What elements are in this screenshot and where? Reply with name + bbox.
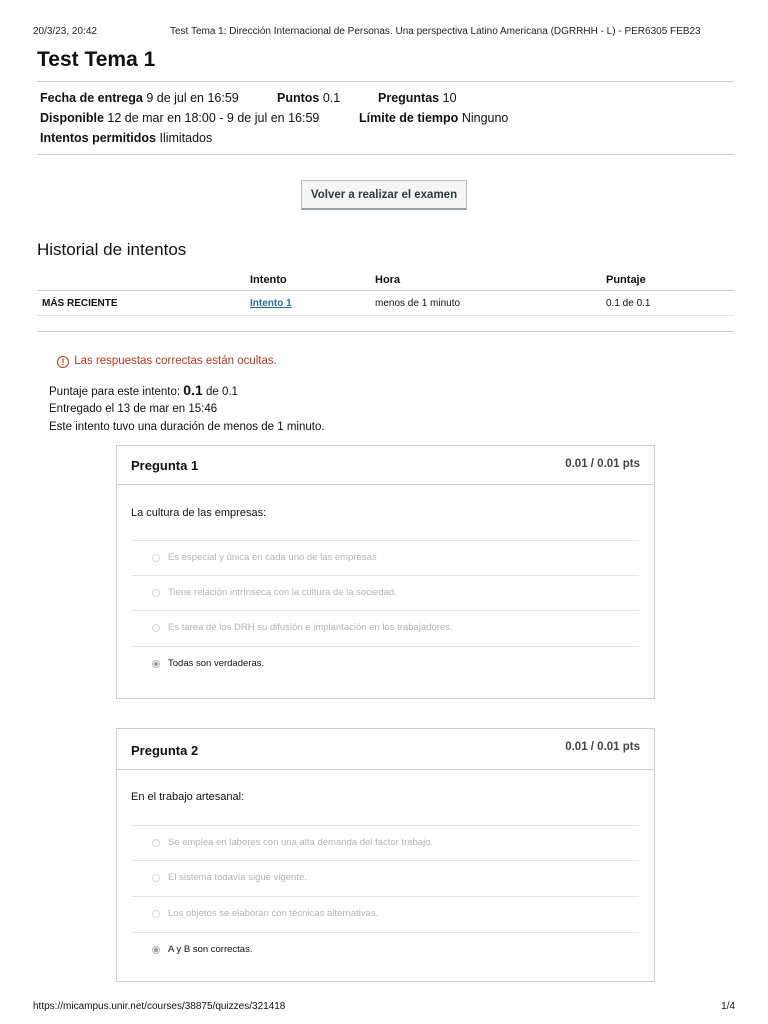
answer-text: Tiene relación intrínseca con la cultura de la sociedad. — [168, 587, 397, 598]
history-header-divider — [37, 290, 734, 291]
available-label: Disponible — [40, 111, 104, 125]
history-header-attempt: Intento — [250, 274, 287, 286]
questions-label: Preguntas — [378, 91, 440, 105]
radio-unchecked-icon[interactable] — [152, 910, 160, 918]
page-title: Test Tema 1 — [37, 48, 156, 71]
quiz-meta-row-1 — [40, 91, 239, 105]
question-points: 0.01 / 0.01 pts — [565, 458, 640, 470]
due-value: 9 de jul en 16:59 — [146, 91, 239, 105]
attempts-value: Ilimitados — [159, 131, 213, 145]
answer-option-selected[interactable] — [131, 646, 639, 682]
divider — [37, 154, 734, 155]
due-label: Fecha de entrega — [40, 91, 143, 105]
question-title: Pregunta 2 — [131, 743, 199, 758]
answer-text: Es especial y única en cada uno de las empresas — [168, 552, 377, 563]
radio-unchecked-icon[interactable] — [152, 624, 160, 632]
score-suffix: de 0.1 — [205, 386, 238, 398]
attempt-duration: Este intento tuvo una duración de menos de 1 minuto. — [49, 421, 325, 433]
print-datetime: 20/3/23, 20:42 — [33, 26, 97, 37]
question-header — [117, 446, 654, 485]
history-row-time: menos de 1 minuto — [375, 298, 461, 309]
radio-unchecked-icon[interactable] — [152, 554, 160, 562]
answer-text: Todas son verdaderas. — [168, 658, 265, 669]
answer-option[interactable] — [131, 860, 639, 896]
history-title: Historial de intentos — [37, 240, 187, 259]
question-header — [117, 729, 654, 770]
print-document-title: Test Tema 1: Dirección Internacional de Personas. Una perspectiva Latino Americana (DGRRHH - L) - PER6305 FEB23 — [170, 26, 701, 37]
history-row-divider — [37, 315, 734, 316]
answer-option[interactable] — [131, 825, 639, 861]
quiz-meta-available — [40, 111, 319, 125]
answer-text: A y B son correctas. — [168, 944, 253, 955]
time-limit-label: Límite de tiempo — [359, 111, 459, 125]
radio-unchecked-icon[interactable] — [152, 589, 160, 597]
answer-option[interactable] — [131, 610, 639, 646]
warning-icon: ! — [57, 356, 69, 368]
attempt-score — [49, 382, 238, 398]
answer-text: Es tarea de los DRH su difusión e implantación en los trabajadores. — [168, 622, 453, 633]
radio-unchecked-icon[interactable] — [152, 839, 160, 847]
quiz-meta-points — [277, 91, 340, 105]
answer-text: Se emplea en labores con una alta demanda del factor trabajo. — [168, 837, 434, 848]
time-limit-value: Ninguno — [461, 111, 509, 125]
answer-text: El sistema todavía sigue vigente. — [168, 872, 307, 883]
hidden-answers-notice — [57, 355, 277, 368]
attempt-submitted: Entregado el 13 de mar en 15:46 — [49, 403, 218, 415]
score-prefix: Puntaje para este intento: — [49, 386, 181, 398]
radio-unchecked-icon[interactable] — [152, 874, 160, 882]
points-label: Puntos — [277, 91, 320, 105]
available-value: 12 de mar en 18:00 - 9 de jul en 16:59 — [107, 111, 320, 125]
answer-text: Los objetos se elaboran con técnicas alternativas. — [168, 908, 379, 919]
score-value: 0.1 — [183, 382, 203, 398]
history-header-time: Hora — [375, 274, 401, 286]
question-card-2 — [116, 728, 655, 982]
question-card-1 — [116, 445, 655, 699]
hidden-answers-text: Las respuestas correctas están ocultas. — [74, 355, 277, 367]
quiz-meta-attempts — [40, 131, 212, 145]
attempt-link[interactable]: Intento 1 — [250, 298, 292, 309]
question-points: 0.01 / 0.01 pts — [565, 741, 640, 753]
answer-option-selected[interactable] — [131, 932, 639, 968]
points-value: 0.1 — [322, 91, 341, 105]
print-url: https://micampus.unir.net/courses/38875/quizzes/321418 — [33, 1001, 286, 1012]
history-row-score: 0.1 de 0.1 — [606, 298, 651, 309]
answer-option[interactable] — [131, 540, 639, 576]
answer-option[interactable] — [131, 575, 639, 611]
attempts-label: Intentos permitidos — [40, 131, 156, 145]
page-number: 1/4 — [721, 1001, 735, 1012]
radio-checked-icon[interactable] — [152, 660, 160, 668]
divider — [37, 331, 734, 332]
quiz-meta-time-limit — [359, 111, 508, 125]
history-header-score: Puntaje — [606, 274, 646, 286]
divider — [37, 81, 734, 82]
history-row-label: MÁS RECIENTE — [42, 298, 118, 309]
questions-value: 10 — [442, 91, 457, 105]
quiz-meta-questions — [378, 91, 457, 105]
history-row-attempt — [250, 298, 292, 309]
question-text: En el trabajo artesanal: — [131, 791, 245, 803]
retake-quiz-button[interactable]: Volver a realizar el examen — [301, 180, 467, 210]
radio-checked-icon[interactable] — [152, 946, 160, 954]
question-title: Pregunta 1 — [131, 458, 199, 473]
answer-option[interactable] — [131, 896, 639, 932]
question-text: La cultura de las empresas: — [131, 507, 267, 519]
